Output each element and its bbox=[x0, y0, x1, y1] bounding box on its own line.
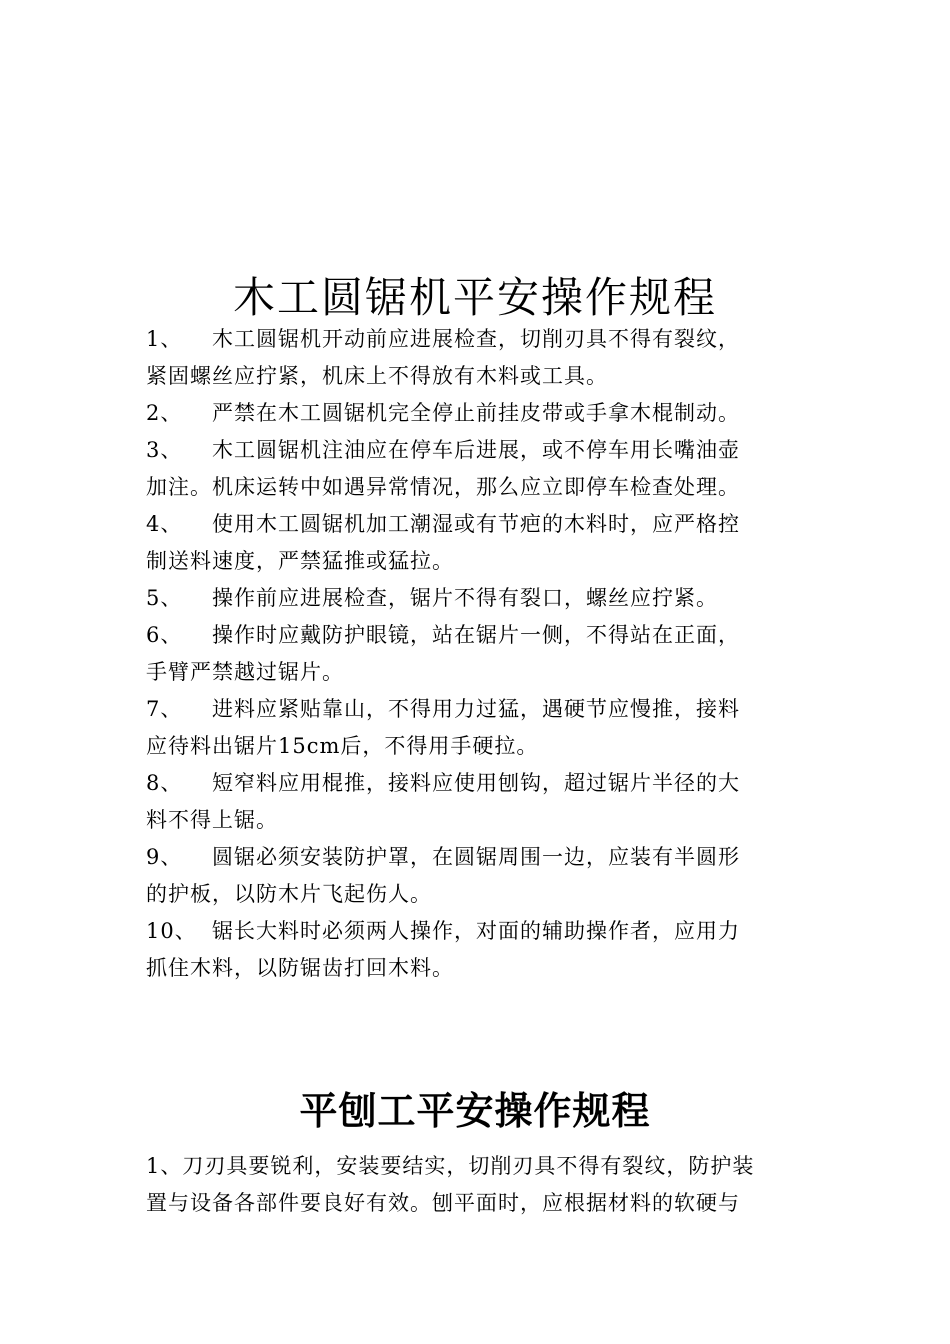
list-item bbox=[146, 506, 808, 580]
item-number: 2、 bbox=[146, 401, 183, 425]
item-text: 使用木工圆锯机加工潮湿或有节疤的木料时，应严格控 bbox=[212, 512, 740, 536]
item-text: 严禁在木工圆锯机完全停止前挂皮带或手拿木棍制动。 bbox=[212, 401, 740, 425]
item-line bbox=[146, 506, 808, 543]
paragraph-line: 1、刀刃具要锐利，安装要结实，切削刃具不得有裂纹，防护装 bbox=[146, 1154, 755, 1178]
item-number: 8、 bbox=[146, 771, 183, 795]
item-number: 9、 bbox=[146, 845, 183, 869]
list-item bbox=[146, 395, 808, 432]
item-line: 抓住木料，以防锯齿打回木料。 bbox=[146, 956, 454, 980]
list-item bbox=[146, 839, 808, 913]
item-line bbox=[146, 839, 808, 876]
item-text: 短窄料应用棍推，接料应使用刨钩，超过锯片半径的大 bbox=[212, 771, 740, 795]
item-text: 操作前应进展检查，锯片不得有裂口，螺丝应拧紧。 bbox=[212, 586, 718, 610]
section-2-title: 平刨工平安操作规程 bbox=[299, 1088, 651, 1133]
item-line bbox=[146, 765, 808, 802]
list-item bbox=[146, 913, 808, 987]
item-number: 10、 bbox=[146, 919, 197, 943]
item-number: 6、 bbox=[146, 623, 183, 647]
item-text: 木工圆锯机注油应在停车后进展，或不停车用长嘴油壶 bbox=[212, 438, 740, 462]
section-1-title: 木工圆锯机平安操作规程 bbox=[232, 273, 717, 322]
item-line: 手臂严禁越过锯片。 bbox=[146, 660, 344, 684]
list-item bbox=[146, 321, 808, 395]
item-line: 料不得上锯。 bbox=[146, 808, 278, 832]
item-line bbox=[146, 580, 808, 617]
paragraph-line: 置与设备各部件要良好有效。刨平面时，应根据材料的软硬与 bbox=[146, 1191, 740, 1215]
list-item bbox=[146, 580, 808, 617]
item-line bbox=[146, 691, 808, 728]
item-line bbox=[146, 395, 808, 432]
item-line bbox=[146, 321, 808, 358]
item-line: 的护板，以防木片飞起伤人。 bbox=[146, 882, 432, 906]
item-line: 应待料出锯片15cm后，不得用手硬拉。 bbox=[146, 734, 539, 758]
item-line: 加注。机床运转中如遇异常情况，那么应立即停车检查处理。 bbox=[146, 475, 740, 499]
item-number: 7、 bbox=[146, 697, 183, 721]
item-number: 3、 bbox=[146, 438, 183, 462]
item-text: 圆锯必须安装防护罩，在圆锯周围一边，应装有半圆形 bbox=[212, 845, 740, 869]
item-text: 进料应紧贴靠山，不得用力过猛，遇硬节应慢推，接料 bbox=[212, 697, 740, 721]
item-line: 紧固螺丝应拧紧，机床上不得放有木料或工具。 bbox=[146, 364, 608, 388]
item-text: 木工圆锯机开动前应进展检查，切削刃具不得有裂纹， bbox=[212, 327, 740, 351]
list-item bbox=[146, 617, 808, 691]
item-line bbox=[146, 913, 808, 950]
item-line: 制送料速度，严禁猛推或猛拉。 bbox=[146, 549, 454, 573]
list-item bbox=[146, 432, 808, 506]
item-number: 1、 bbox=[146, 327, 183, 351]
item-line bbox=[146, 432, 808, 469]
item-number: 4、 bbox=[146, 512, 183, 536]
item-text: 锯长大料时必须两人操作，对面的辅助操作者，应用力 bbox=[212, 919, 740, 943]
item-number: 5、 bbox=[146, 586, 183, 610]
section-2-body bbox=[146, 1148, 808, 1222]
item-text: 操作时应戴防护眼镜，站在锯片一侧，不得站在正面， bbox=[212, 623, 740, 647]
list-item bbox=[146, 765, 808, 839]
list-item bbox=[146, 691, 808, 765]
item-line bbox=[146, 617, 808, 654]
